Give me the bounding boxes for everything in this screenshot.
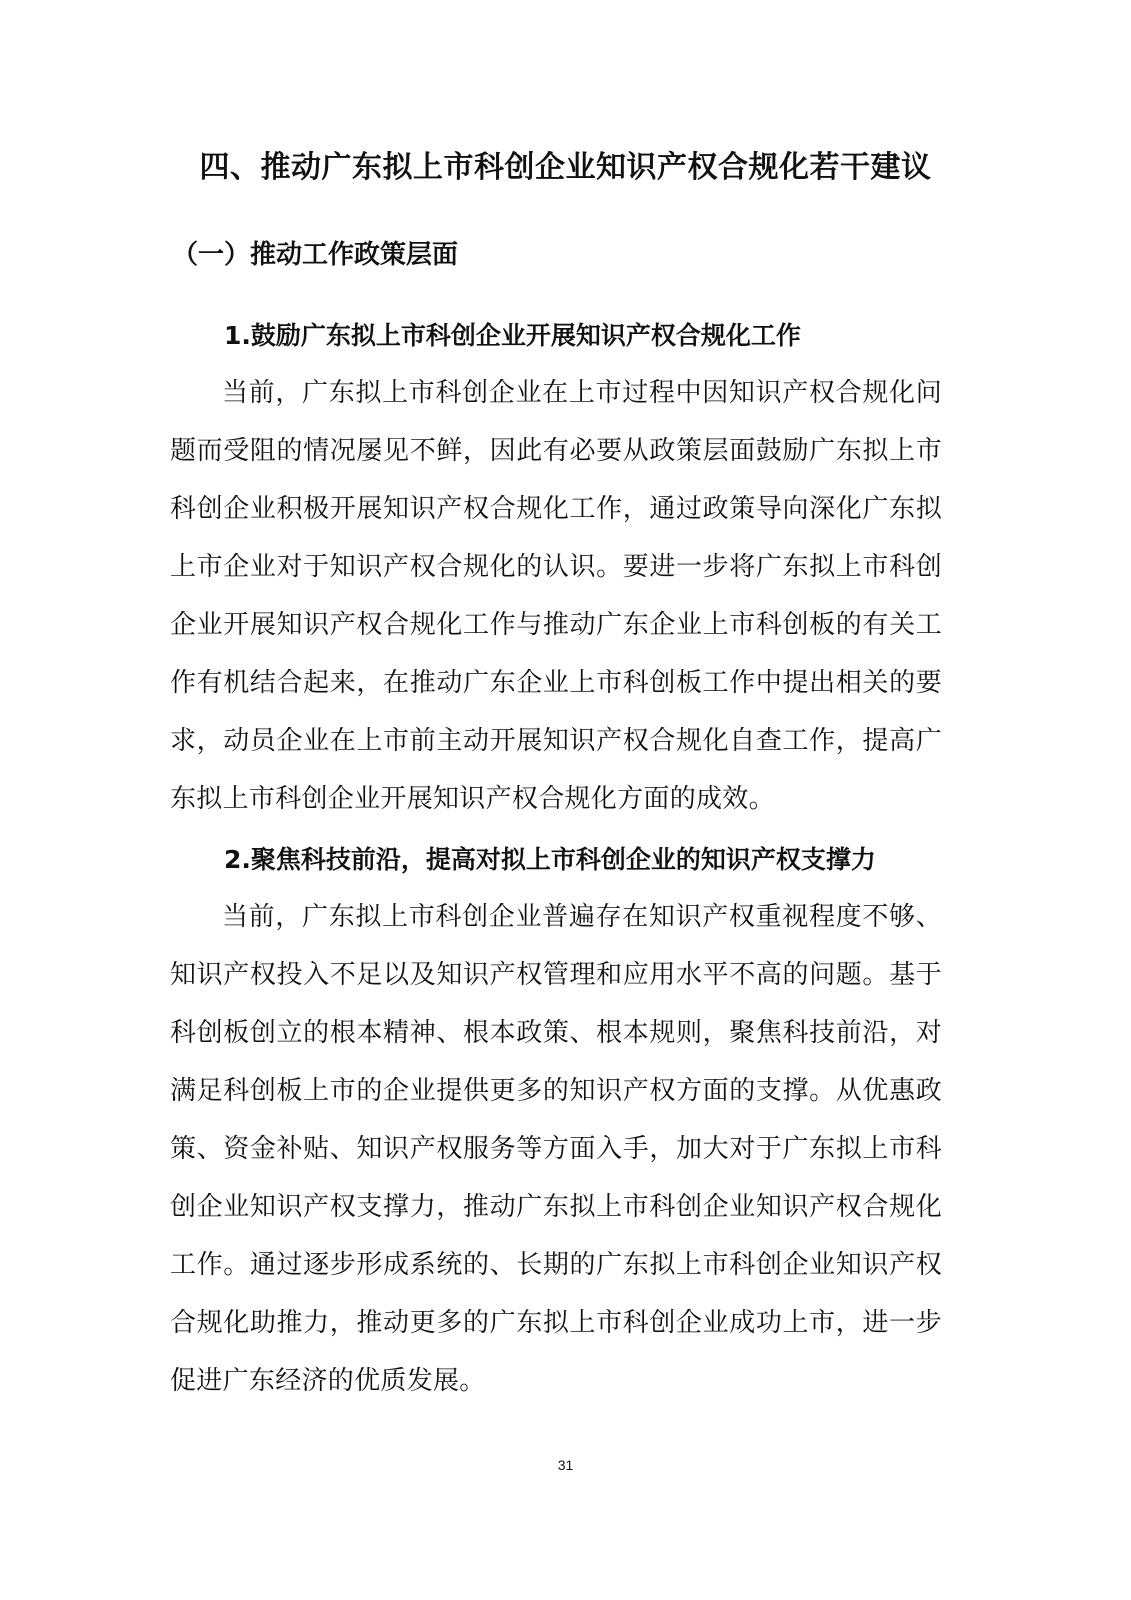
page-number: 31 xyxy=(557,1457,574,1473)
subsection-1-paragraph: 当前，广东拟上市科创企业在上市过程中因知识产权合规化问题而受阻的情况屡见不鲜，因此有必要从政策层面鼓励广东拟上市科创企业积极开展知识产权合规化工作，通过政策导向深化广东拟上市企业对于知识产权合规化的认识。要进一步将广东拟上市科创企业开展知识产权合规化工作与推动广东企业上市科创板的有关工作有机结合起来，在推动广东企业上市科创板工作中提出相关的要求，动员企业在上市前主动开展知识产权合规化自查工作，提高广东拟上市科创企业开展知识产权合规化方面的成效。 xyxy=(170,378,942,814)
chapter-title: 四、推动广东拟上市科创企业知识产权合规化若干建议 xyxy=(199,150,932,185)
subsection-1-heading: 1.鼓励广东拟上市科创企业开展知识产权合规化工作 xyxy=(224,321,801,350)
subsection-2-heading: 2.聚焦科技前沿，提高对拟上市科创企业的知识产权支撑力 xyxy=(224,845,876,874)
subsection-2-paragraph: 当前，广东拟上市科创企业普遍存在知识产权重视程度不够、知识产权投入不足以及知识产权管理和应用水平不高的问题。基于科创板创立的根本精神、根本政策、根本规则，聚焦科技前沿，对满足科创板上市的企业提供更多的知识产权方面的支撑。从优惠政策、资金补贴、知识产权服务等方面入手，加大对于广东拟上市科创企业知识产权支撑力，推动广东拟上市科创企业知识产权合规化工作。通过逐步形成系统的、长期的广东拟上市科创企业知识产权合规化助推力，推动更多的广东拟上市科创企业成功上市，进一步促进广东经济的优质发展。 xyxy=(170,902,942,1396)
section-title: （一）推动工作政策层面 xyxy=(172,240,459,270)
